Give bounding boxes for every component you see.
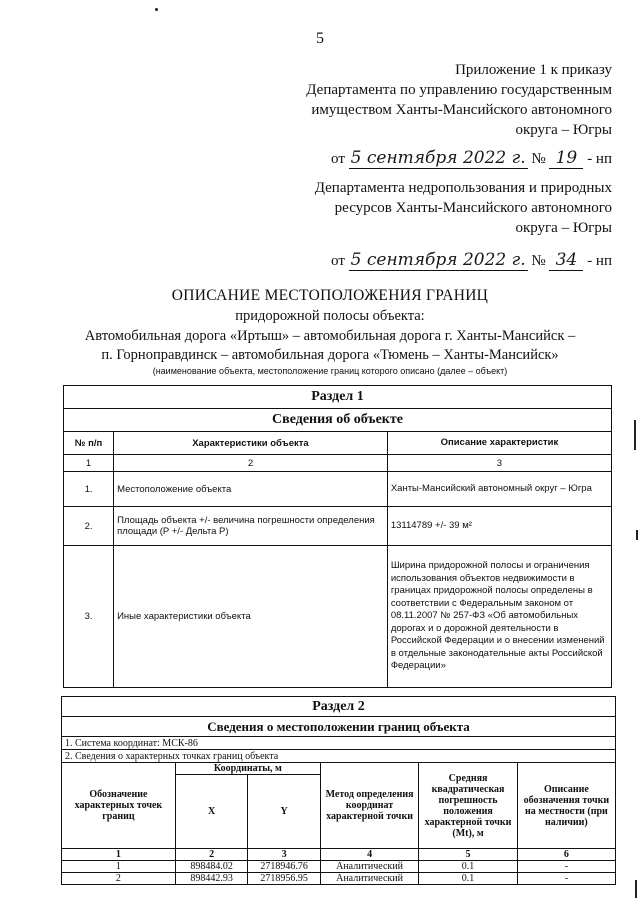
column-header-characteristic: Характеристики объекта (114, 432, 388, 455)
table-row (64, 546, 612, 688)
row-characteristic: Местоположение объекта (114, 472, 388, 507)
point-method: Аналитический (320, 861, 418, 873)
row-description: Ханты-Мансийский автономный округ – Югра (387, 472, 611, 507)
row-number: 3. (64, 546, 114, 688)
page-number: 5 (316, 30, 324, 47)
section-1-table (63, 385, 612, 688)
point-mt: 0.1 (419, 861, 518, 873)
table-row (64, 507, 612, 546)
column-number-4: 4 (320, 849, 418, 861)
object-name-line-2: п. Горноправдинск – автомобильная дорога «Тюмень – Ханты-Мансийск» (101, 347, 559, 363)
point-description: - (517, 861, 615, 873)
order-1-suffix: - нп (587, 151, 612, 167)
row-number: 1. (64, 472, 114, 507)
scan-edge-mark (634, 420, 636, 450)
order-2-num-label: № (531, 253, 546, 269)
order-2-prefix: от (331, 253, 345, 269)
row-description: 13114789 +/- 39 м² (387, 507, 611, 546)
order-1-number-handwritten: 19 (549, 148, 583, 169)
header-point-description: Описание обозначения точки на местности (при наличии) (517, 763, 615, 849)
row-characteristic: Площадь объекта +/- величина погрешности определения площади (P +/- Дельта P) (114, 507, 388, 546)
point-y: 2718946.76 (248, 861, 321, 873)
header-y: Y (248, 775, 321, 849)
speck-mark (155, 8, 158, 11)
document-title: ОПИСАНИЕ МЕСТОПОЛОЖЕНИЯ ГРАНИЦ (171, 287, 489, 304)
point-mt: 0.1 (419, 873, 518, 885)
department-2-line-2: ресурсов Ханты-Мансийского автономного (334, 200, 612, 216)
scan-edge-mark (636, 530, 638, 540)
coordinate-system: 1. Система координат: МСК-86 (62, 737, 616, 750)
point-method: Аналитический (320, 873, 418, 885)
department-2-line-1: Департамента недропользования и природных (314, 180, 612, 196)
column-number-3: 3 (387, 455, 611, 472)
section-1-subtitle: Сведения об объекте (64, 409, 612, 432)
header-point-designation: Обозначение характерных точек границ (62, 763, 176, 849)
point-x: 898442.93 (175, 873, 247, 885)
point-x: 898484.02 (175, 861, 247, 873)
point-id: 1 (62, 861, 176, 873)
column-number-2: 2 (114, 455, 388, 472)
order-1-num-label: № (531, 151, 546, 167)
department-2-line-3: округа – Югры (515, 220, 612, 236)
department-2-block (315, 178, 612, 238)
order-2-suffix: - нп (587, 253, 612, 269)
column-header-description: Описание характеристик (387, 432, 611, 455)
point-description: - (517, 873, 615, 885)
header-coordinates: Координаты, м (175, 763, 320, 775)
appendix-line-2: Департамента по управлению государственным (306, 82, 612, 98)
column-number-6: 6 (517, 849, 615, 861)
column-number-1: 1 (64, 455, 114, 472)
row-description: Ширина придорожной полосы и ограничения использования объектов недвижимости в границах придорожной полосы определены в соответствии с Федеральным законом от 08.11.2007 № 257-ФЗ «Об автомобильных дорогах и о дорожной деятельности в Российской Федерации и о внесении изменений в отдельные законодательные акты Российской Федерации» (387, 546, 611, 688)
column-number-1: 1 (62, 849, 176, 861)
table-row (62, 861, 616, 873)
order-2-date-handwritten: 5 сентября 2022 г. (350, 250, 526, 270)
points-caption: 2. Сведения о характерных точках границ объекта (62, 750, 616, 763)
order-2-line (331, 250, 612, 271)
header-x: X (175, 775, 247, 849)
order-2-number-handwritten: 34 (549, 250, 583, 271)
row-characteristic: Иные характеристики объекта (114, 546, 388, 688)
order-1-prefix: от (331, 151, 345, 167)
object-name-line-1: Автомобильная дорога «Иртыш» – автомобильная дорога г. Ханты-Мансийск – (84, 328, 576, 344)
column-number-3: 3 (248, 849, 321, 861)
section-2-title: Раздел 2 (62, 697, 616, 717)
table-row (62, 873, 616, 885)
column-header-number: № п/п (64, 432, 114, 455)
appendix-block (306, 60, 612, 140)
table-row (64, 472, 612, 507)
scan-edge-mark (635, 880, 637, 898)
object-name-note: (наименование объекта, местоположение границ которого описано (далее – объект) (152, 366, 508, 376)
header-mean-square-error: Средняя квадратическая погрешность положения характерной точки (Mt), м (419, 763, 518, 849)
section-2-table (61, 696, 616, 885)
header-method: Метод определения координат характерной точки (320, 763, 418, 849)
column-number-2: 2 (175, 849, 247, 861)
section-2-subtitle: Сведения о местоположении границ объекта (62, 717, 616, 737)
order-1-line (331, 148, 612, 169)
document-subtitle: придорожной полосы объекта: (235, 308, 425, 324)
appendix-line-3: имуществом Ханты-Мансийского автономного (311, 102, 612, 118)
point-id: 2 (62, 873, 176, 885)
appendix-line-4: округа – Югры (515, 122, 612, 138)
order-1-date-handwritten: 5 сентября 2022 г. (350, 148, 526, 168)
point-y: 2718956.95 (248, 873, 321, 885)
column-number-5: 5 (419, 849, 518, 861)
section-1-title: Раздел 1 (64, 386, 612, 409)
row-number: 2. (64, 507, 114, 546)
appendix-line-1: Приложение 1 к приказу (455, 62, 612, 78)
